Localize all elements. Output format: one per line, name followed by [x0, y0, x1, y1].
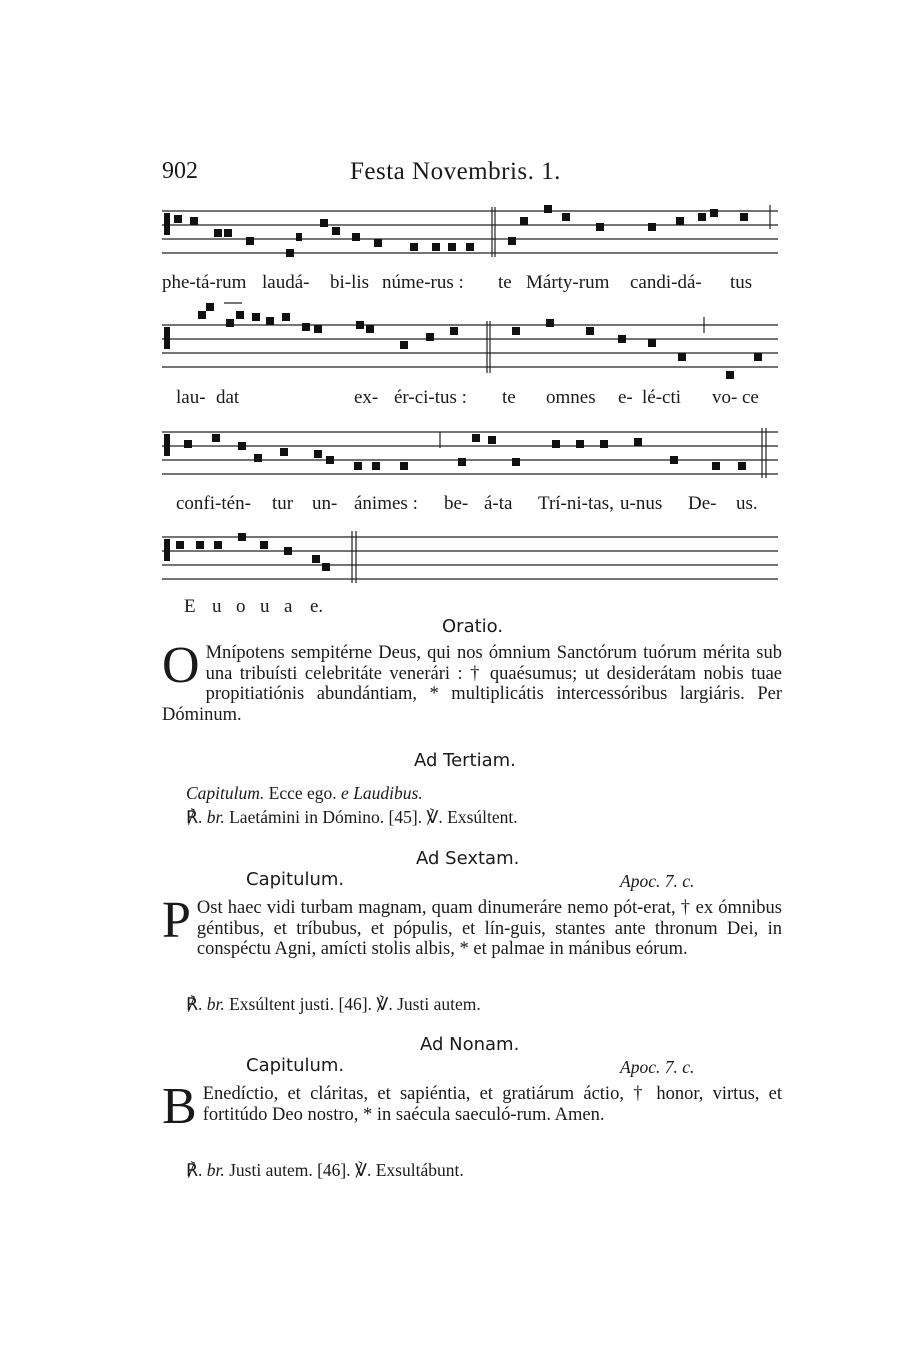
- capitulum-reference: e Laudibus.: [336, 783, 423, 803]
- sexta-heading: Ad Sextam.: [416, 848, 520, 869]
- responsory-text: Exsúltent justi. [46].: [224, 994, 373, 1014]
- nona-text: Enedíctio, et cláritas, et sapiéntia, et gratiárum áctio, † honor, virtus, et fortitúdo Deo nostro, * in saécula saeculó-rum. Amen.: [202, 1084, 782, 1125]
- lyric-syllable: Márty-rum: [526, 272, 610, 293]
- tertia-capitulum-line: [186, 783, 423, 804]
- lyric-syllable: De-: [688, 493, 717, 514]
- responsory-text: Justi autem. [46].: [224, 1160, 351, 1180]
- lyric-syllable: á-ta: [484, 493, 513, 514]
- page-header: [162, 158, 778, 188]
- lyric-syllable: Trí-ni-tas,: [538, 493, 614, 514]
- responsory-brevis: br.: [206, 1160, 225, 1180]
- versicle-text: Justi autem.: [392, 994, 481, 1014]
- lyric-syllable: ánimes :: [354, 493, 418, 514]
- lyric-syllable: candi-dá-: [630, 272, 702, 293]
- versicle-symbol: ℣.: [355, 1160, 372, 1180]
- lyric-syllable: un-: [312, 493, 338, 514]
- responsory-text: Laetámini in Dómino. [45].: [224, 807, 423, 827]
- staff-2-notation: [162, 297, 778, 381]
- lyric-syllable: dat: [216, 387, 240, 408]
- lyric-syllable: ce: [742, 387, 759, 408]
- tertia-heading: Ad Tertiam.: [414, 750, 516, 771]
- lyric-syllable: tur: [272, 493, 294, 514]
- sexta-capitulum-label: Capitulum.: [246, 869, 345, 890]
- lyric-syllable: o: [236, 596, 246, 617]
- lyric-syllable: lau-: [176, 387, 206, 408]
- chant-staff-2: [162, 297, 778, 381]
- versicle-text: Exsultábunt.: [371, 1160, 464, 1180]
- lyric-syllable: e-: [618, 387, 633, 408]
- capitulum-label: Capitulum.: [186, 783, 265, 803]
- drop-cap-initial: O: [162, 637, 200, 694]
- capitulum-incipit: Ecce ego.: [264, 783, 337, 803]
- versicle-symbol: ℣.: [376, 994, 393, 1014]
- sexta-reference: Apoc. 7. c.: [620, 871, 695, 891]
- lyric-syllable: núme-rus :: [382, 272, 464, 293]
- lyric-syllable: u: [260, 596, 270, 617]
- nona-responsory-line: [186, 1160, 464, 1181]
- sexta-text: Ost haec vidi turbam magnam, quam dinumeráre nemo pót-erat, † ex ómnibus géntibus, et tríbubus, et pópulis, et lín-guis, stantes ante thronum Dei, in conspéctu Agni, amícti stolis albis, * et palmae in mánibus eórum.: [196, 898, 782, 959]
- page-number: 902: [162, 158, 198, 184]
- lyric-syllable: u-nus: [620, 493, 663, 514]
- sexta-paragraph: [162, 892, 782, 960]
- lyric-syllable: be-: [444, 493, 469, 514]
- lyric-syllable: a: [284, 596, 293, 617]
- lyric-syllable: E: [184, 596, 196, 617]
- staff-3-notation: [162, 422, 778, 490]
- responsory-symbol: ℟.: [186, 1160, 203, 1180]
- lyric-syllable: tus: [730, 272, 753, 293]
- lyric-syllable: bi-lis: [330, 272, 370, 293]
- lyric-syllable: te: [498, 272, 512, 293]
- lyric-syllable: vo-: [712, 387, 738, 408]
- nona-reference: Apoc. 7. c.: [620, 1057, 695, 1077]
- running-title: Festa Novembris. 1.: [350, 158, 561, 185]
- lyric-syllable: us.: [736, 493, 758, 514]
- lyric-syllable: lé-cti: [642, 387, 682, 408]
- nona-heading: Ad Nonam.: [420, 1034, 520, 1055]
- responsory-brevis: br.: [206, 807, 225, 827]
- responsory-brevis: br.: [206, 994, 225, 1014]
- chant-staff-1: [162, 203, 778, 265]
- sexta-responsory-line: [186, 994, 481, 1015]
- oratio-paragraph: [162, 637, 782, 725]
- chant-staff-4: [162, 527, 778, 587]
- staff-4-notation: [162, 527, 778, 587]
- responsory-symbol: ℟.: [186, 994, 203, 1014]
- lyric-syllable: omnes: [546, 387, 596, 408]
- lyric-syllable: confi-tén-: [176, 493, 251, 514]
- versicle-text: Exsúltent.: [442, 807, 518, 827]
- drop-cap-initial: P: [162, 892, 191, 949]
- tertia-responsory-line: [186, 807, 518, 828]
- chant-staff-3: [162, 422, 778, 490]
- nona-paragraph: [162, 1078, 782, 1135]
- lyric-syllable: te: [502, 387, 516, 408]
- nona-capitulum-label: Capitulum.: [246, 1055, 345, 1076]
- lyric-syllable: laudá-: [262, 272, 310, 293]
- lyric-syllable: u: [212, 596, 222, 617]
- oratio-heading: Oratio.: [442, 616, 504, 637]
- lyric-syllable: phe-tá-rum: [162, 272, 247, 293]
- lyric-syllable: ex-: [354, 387, 379, 408]
- staff-1-notation: [162, 203, 778, 265]
- versicle-symbol: ℣.: [426, 807, 443, 827]
- drop-cap-initial: B: [162, 1078, 197, 1135]
- lyric-syllable: e.: [310, 596, 324, 617]
- responsory-symbol: ℟.: [186, 807, 203, 827]
- oratio-text: Mnípotens sempitérne Deus, qui nos ómnium Sanctórum tuórum mérita sub una tribuísti celebritáte venerári : † quaésumus; ut desiderátam nobis tuae propitiatiónis abundántiam, * multiplicátis intercessóribus largiáris. Per Dóminum.: [162, 643, 782, 725]
- lyric-syllable: ér-ci-tus :: [394, 387, 467, 408]
